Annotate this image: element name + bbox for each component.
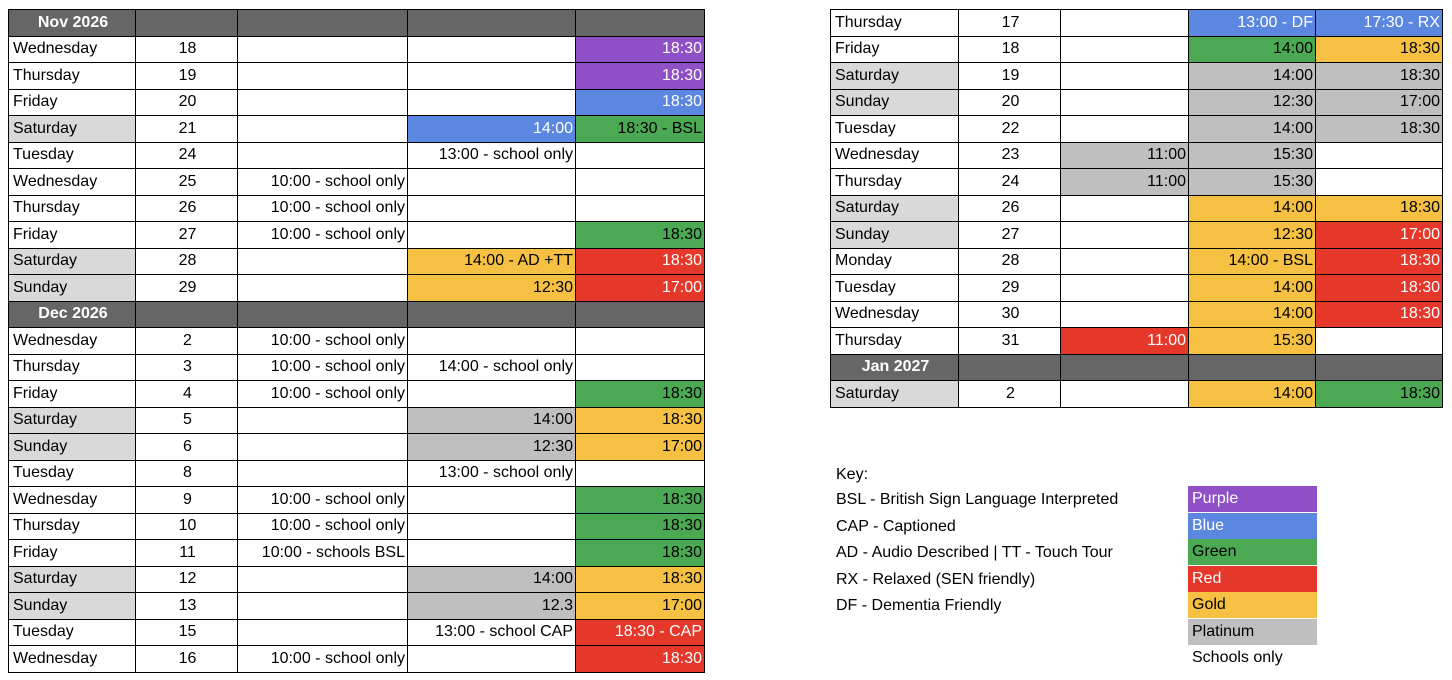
date-cell: 13: [136, 593, 238, 620]
afternoon-slot-cell: 15:30: [1189, 142, 1316, 169]
morning-slot-cell: 10:00 - school only: [238, 646, 408, 673]
day-name-cell: Friday: [9, 89, 136, 116]
day-name-cell: Thursday: [831, 328, 959, 355]
month-header-cell: [576, 301, 705, 328]
schedule-row: [9, 487, 705, 514]
evening-slot-cell: 18:30: [576, 89, 705, 116]
afternoon-slot-cell: 13:00 - school only: [408, 460, 576, 487]
schedule-row: [9, 116, 705, 143]
evening-slot-cell: 18:30: [576, 513, 705, 540]
afternoon-slot-cell: 12.3: [408, 593, 576, 620]
date-cell: 8: [136, 460, 238, 487]
day-name-cell: Saturday: [9, 116, 136, 143]
morning-slot-cell: [1061, 248, 1189, 275]
morning-slot-cell: [238, 142, 408, 169]
schedule-row: [9, 89, 705, 116]
day-name-cell: Saturday: [831, 195, 959, 222]
date-cell: 3: [136, 354, 238, 381]
date-cell: 6: [136, 434, 238, 461]
month-header-cell: [136, 10, 238, 37]
afternoon-slot-cell: [408, 89, 576, 116]
date-cell: 27: [959, 222, 1061, 249]
morning-slot-cell: [238, 248, 408, 275]
key-item: AD - Audio Described | TT - Touch Tour: [836, 544, 1113, 561]
afternoon-slot-cell: [408, 540, 576, 567]
schedule-row: [9, 36, 705, 63]
evening-slot-cell: 18:30: [576, 487, 705, 514]
date-cell: 28: [959, 248, 1061, 275]
month-header-cell: [1061, 354, 1189, 381]
day-name-cell: Sunday: [831, 89, 959, 116]
afternoon-slot-cell: 14:00 - school only: [408, 354, 576, 381]
morning-slot-cell: [238, 460, 408, 487]
day-name-cell: Monday: [831, 248, 959, 275]
month-header-cell: [1189, 354, 1316, 381]
date-cell: 18: [136, 36, 238, 63]
schedule-row: [9, 593, 705, 620]
afternoon-slot-cell: 14:00 - BSL: [1189, 248, 1316, 275]
morning-slot-cell: [238, 275, 408, 302]
evening-slot-cell: [1316, 328, 1443, 355]
evening-slot-cell: 17:00: [576, 593, 705, 620]
morning-slot-cell: [1061, 195, 1189, 222]
day-name-cell: Thursday: [831, 10, 959, 37]
schedule-row: [9, 142, 705, 169]
afternoon-slot-cell: 12:30: [408, 434, 576, 461]
date-cell: 29: [959, 275, 1061, 302]
schedule-row: [9, 566, 705, 593]
month-header-cell: [576, 10, 705, 37]
afternoon-slot-cell: 12:30: [1189, 89, 1316, 116]
schedule-row: [831, 89, 1443, 116]
afternoon-slot-cell: 12:30: [1189, 222, 1316, 249]
date-cell: 2: [136, 328, 238, 355]
schedule-row: [9, 540, 705, 567]
day-name-cell: Wednesday: [9, 487, 136, 514]
legend-swatch: Green: [1188, 539, 1317, 565]
day-name-cell: Tuesday: [9, 142, 136, 169]
month-header-cell: [408, 10, 576, 37]
date-cell: 18: [959, 36, 1061, 63]
afternoon-slot-cell: 14:00: [1189, 275, 1316, 302]
date-cell: 25: [136, 169, 238, 196]
evening-slot-cell: 17:00: [1316, 89, 1443, 116]
schedule-row: [831, 116, 1443, 143]
morning-slot-cell: 11:00: [1061, 169, 1189, 196]
day-name-cell: Friday: [831, 36, 959, 63]
afternoon-slot-cell: 14:00: [408, 566, 576, 593]
schedule-row: [9, 63, 705, 90]
morning-slot-cell: [1061, 63, 1189, 90]
day-name-cell: Saturday: [831, 63, 959, 90]
schedule-row: [831, 301, 1443, 328]
morning-slot-cell: 11:00: [1061, 142, 1189, 169]
date-cell: 26: [959, 195, 1061, 222]
date-cell: 30: [959, 301, 1061, 328]
month-header-cell: [238, 10, 408, 37]
date-cell: 4: [136, 381, 238, 408]
day-name-cell: Thursday: [9, 195, 136, 222]
morning-slot-cell: [1061, 10, 1189, 37]
date-cell: 10: [136, 513, 238, 540]
schedule-row: [9, 434, 705, 461]
day-name-cell: Saturday: [831, 381, 959, 408]
schedule-row: [831, 195, 1443, 222]
day-name-cell: Saturday: [9, 248, 136, 275]
afternoon-slot-cell: 14:00: [408, 116, 576, 143]
legend-swatch: Gold: [1188, 592, 1317, 618]
evening-slot-cell: 18:30: [576, 63, 705, 90]
morning-slot-cell: [1061, 301, 1189, 328]
date-cell: 20: [136, 89, 238, 116]
morning-slot-cell: [1061, 275, 1189, 302]
day-name-cell: Wednesday: [9, 328, 136, 355]
evening-slot-cell: [576, 195, 705, 222]
morning-slot-cell: [238, 593, 408, 620]
date-cell: 20: [959, 89, 1061, 116]
date-cell: 11: [136, 540, 238, 567]
afternoon-slot-cell: 14:00: [1189, 301, 1316, 328]
afternoon-slot-cell: 13:00 - school only: [408, 142, 576, 169]
morning-slot-cell: [1061, 381, 1189, 408]
schedule-row: [9, 169, 705, 196]
date-cell: 28: [136, 248, 238, 275]
afternoon-slot-cell: [408, 328, 576, 355]
month-label: Dec 2026: [9, 301, 136, 328]
morning-slot-cell: [238, 407, 408, 434]
date-cell: 24: [959, 169, 1061, 196]
evening-slot-cell: 18:30: [576, 36, 705, 63]
afternoon-slot-cell: 15:30: [1189, 169, 1316, 196]
date-cell: 12: [136, 566, 238, 593]
evening-slot-cell: 18:30: [1316, 301, 1443, 328]
morning-slot-cell: 10:00 - school only: [238, 222, 408, 249]
key-item: BSL - British Sign Language Interpreted: [836, 491, 1119, 508]
schedule-row: [9, 407, 705, 434]
evening-slot-cell: 18:30: [576, 222, 705, 249]
evening-slot-cell: 18:30 - CAP: [576, 619, 705, 646]
day-name-cell: Wednesday: [831, 142, 959, 169]
date-cell: 5: [136, 407, 238, 434]
day-name-cell: Thursday: [9, 63, 136, 90]
morning-slot-cell: [238, 434, 408, 461]
afternoon-slot-cell: [408, 222, 576, 249]
month-header-row: [9, 10, 705, 37]
afternoon-slot-cell: 13:00 - DF: [1189, 10, 1316, 37]
legend-swatch: Schools only: [1192, 649, 1283, 666]
schedule-row: [9, 248, 705, 275]
key-title: Key:: [836, 466, 869, 483]
date-cell: 9: [136, 487, 238, 514]
key-item: CAP - Captioned: [836, 518, 956, 535]
month-header-cell: [1316, 354, 1443, 381]
day-name-cell: Thursday: [9, 354, 136, 381]
month-header-cell: [959, 354, 1061, 381]
month-label: Nov 2026: [9, 10, 136, 37]
afternoon-slot-cell: [408, 381, 576, 408]
schedule-row: [9, 381, 705, 408]
evening-slot-cell: 18:30: [1316, 275, 1443, 302]
morning-slot-cell: 10:00 - school only: [238, 354, 408, 381]
evening-slot-cell: 18:30: [576, 381, 705, 408]
key-item: DF - Dementia Friendly: [836, 597, 1002, 614]
morning-slot-cell: [1061, 116, 1189, 143]
schedule-row: [831, 248, 1443, 275]
schedule-row: [9, 460, 705, 487]
afternoon-slot-cell: 12:30: [408, 275, 576, 302]
morning-slot-cell: [1061, 89, 1189, 116]
key-item: RX - Relaxed (SEN friendly): [836, 571, 1036, 588]
schedule-row: [831, 275, 1443, 302]
day-name-cell: Friday: [9, 381, 136, 408]
key-legend: [836, 463, 1336, 678]
evening-slot-cell: 18:30: [576, 540, 705, 567]
date-cell: 27: [136, 222, 238, 249]
date-cell: 22: [959, 116, 1061, 143]
morning-slot-cell: [238, 89, 408, 116]
schedule-row: [831, 36, 1443, 63]
day-name-cell: Wednesday: [831, 301, 959, 328]
afternoon-slot-cell: 14:00: [1189, 195, 1316, 222]
morning-slot-cell: [238, 63, 408, 90]
day-name-cell: Tuesday: [831, 275, 959, 302]
morning-slot-cell: 10:00 - school only: [238, 381, 408, 408]
month-header-cell: [408, 301, 576, 328]
schedule-row: [831, 10, 1443, 37]
day-name-cell: Wednesday: [9, 169, 136, 196]
afternoon-slot-cell: [408, 63, 576, 90]
morning-slot-cell: 10:00 - school only: [238, 513, 408, 540]
evening-slot-cell: [576, 354, 705, 381]
day-name-cell: Friday: [9, 222, 136, 249]
morning-slot-cell: [238, 619, 408, 646]
schedule-row: [831, 222, 1443, 249]
afternoon-slot-cell: 14:00: [1189, 381, 1316, 408]
morning-slot-cell: 10:00 - school only: [238, 195, 408, 222]
month-header-cell: [136, 301, 238, 328]
evening-slot-cell: 18:30: [1316, 116, 1443, 143]
afternoon-slot-cell: 15:30: [1189, 328, 1316, 355]
evening-slot-cell: 18:30: [576, 646, 705, 673]
schedule-row: [9, 222, 705, 249]
day-name-cell: Tuesday: [9, 619, 136, 646]
evening-slot-cell: [576, 328, 705, 355]
day-name-cell: Saturday: [9, 407, 136, 434]
evening-slot-cell: [576, 169, 705, 196]
schedule-row: [831, 169, 1443, 196]
evening-slot-cell: 18:30: [576, 407, 705, 434]
morning-slot-cell: [1061, 222, 1189, 249]
schedule-row: [831, 381, 1443, 408]
schedule-row: [9, 275, 705, 302]
schedule-row: [9, 195, 705, 222]
date-cell: 2: [959, 381, 1061, 408]
morning-slot-cell: 11:00: [1061, 328, 1189, 355]
evening-slot-cell: 18:30: [1316, 248, 1443, 275]
evening-slot-cell: 17:00: [576, 275, 705, 302]
december-january-schedule-table: [830, 9, 1443, 408]
day-name-cell: Thursday: [831, 169, 959, 196]
afternoon-slot-cell: [408, 646, 576, 673]
day-name-cell: Wednesday: [9, 36, 136, 63]
date-cell: 17: [959, 10, 1061, 37]
morning-slot-cell: [238, 116, 408, 143]
evening-slot-cell: 18:30: [1316, 195, 1443, 222]
evening-slot-cell: 18:30: [1316, 381, 1443, 408]
evening-slot-cell: 18:30: [576, 566, 705, 593]
schedule-row: [831, 142, 1443, 169]
legend-swatch: Purple: [1188, 486, 1317, 512]
afternoon-slot-cell: 13:00 - school CAP: [408, 619, 576, 646]
date-cell: 16: [136, 646, 238, 673]
day-name-cell: Friday: [9, 540, 136, 567]
schedule-row: [9, 354, 705, 381]
day-name-cell: Sunday: [9, 275, 136, 302]
morning-slot-cell: 10:00 - schools BSL: [238, 540, 408, 567]
evening-slot-cell: 17:30 - RX: [1316, 10, 1443, 37]
afternoon-slot-cell: [408, 169, 576, 196]
evening-slot-cell: 18:30: [1316, 36, 1443, 63]
schedule-row: [9, 619, 705, 646]
date-cell: 19: [959, 63, 1061, 90]
afternoon-slot-cell: [408, 36, 576, 63]
day-name-cell: Sunday: [831, 222, 959, 249]
morning-slot-cell: 10:00 - school only: [238, 487, 408, 514]
morning-slot-cell: 10:00 - school only: [238, 328, 408, 355]
day-name-cell: Sunday: [9, 593, 136, 620]
day-name-cell: Sunday: [9, 434, 136, 461]
legend-swatch: Red: [1188, 566, 1317, 592]
evening-slot-cell: [1316, 169, 1443, 196]
schedule-row: [9, 646, 705, 673]
evening-slot-cell: 18:30: [576, 248, 705, 275]
legend-swatch: Blue: [1188, 513, 1317, 539]
day-name-cell: Wednesday: [9, 646, 136, 673]
month-header-cell: [238, 301, 408, 328]
date-cell: 19: [136, 63, 238, 90]
afternoon-slot-cell: [408, 513, 576, 540]
schedule-row: [9, 328, 705, 355]
morning-slot-cell: [238, 36, 408, 63]
afternoon-slot-cell: 14:00: [1189, 36, 1316, 63]
date-cell: 29: [136, 275, 238, 302]
evening-slot-cell: 18:30: [1316, 63, 1443, 90]
afternoon-slot-cell: 14:00: [1189, 116, 1316, 143]
legend-swatch: Platinum: [1188, 619, 1317, 645]
day-name-cell: Saturday: [9, 566, 136, 593]
afternoon-slot-cell: 14:00: [1189, 63, 1316, 90]
morning-slot-cell: [1061, 36, 1189, 63]
morning-slot-cell: 10:00 - school only: [238, 169, 408, 196]
afternoon-slot-cell: 14:00 - AD +TT: [408, 248, 576, 275]
day-name-cell: Tuesday: [831, 116, 959, 143]
date-cell: 24: [136, 142, 238, 169]
schedule-row: [9, 513, 705, 540]
november-december-schedule-table: [8, 9, 705, 673]
morning-slot-cell: [238, 566, 408, 593]
date-cell: 21: [136, 116, 238, 143]
evening-slot-cell: 17:00: [1316, 222, 1443, 249]
month-header-row: [9, 301, 705, 328]
evening-slot-cell: 17:00: [576, 434, 705, 461]
schedule-row: [831, 63, 1443, 90]
date-cell: 23: [959, 142, 1061, 169]
month-header-row: [831, 354, 1443, 381]
evening-slot-cell: 18:30 - BSL: [576, 116, 705, 143]
month-label: Jan 2027: [831, 354, 959, 381]
evening-slot-cell: [576, 142, 705, 169]
date-cell: 15: [136, 619, 238, 646]
afternoon-slot-cell: [408, 195, 576, 222]
date-cell: 31: [959, 328, 1061, 355]
day-name-cell: Thursday: [9, 513, 136, 540]
afternoon-slot-cell: 14:00: [408, 407, 576, 434]
schedule-row: [831, 328, 1443, 355]
evening-slot-cell: [1316, 142, 1443, 169]
afternoon-slot-cell: [408, 487, 576, 514]
date-cell: 26: [136, 195, 238, 222]
evening-slot-cell: [576, 460, 705, 487]
day-name-cell: Tuesday: [9, 460, 136, 487]
